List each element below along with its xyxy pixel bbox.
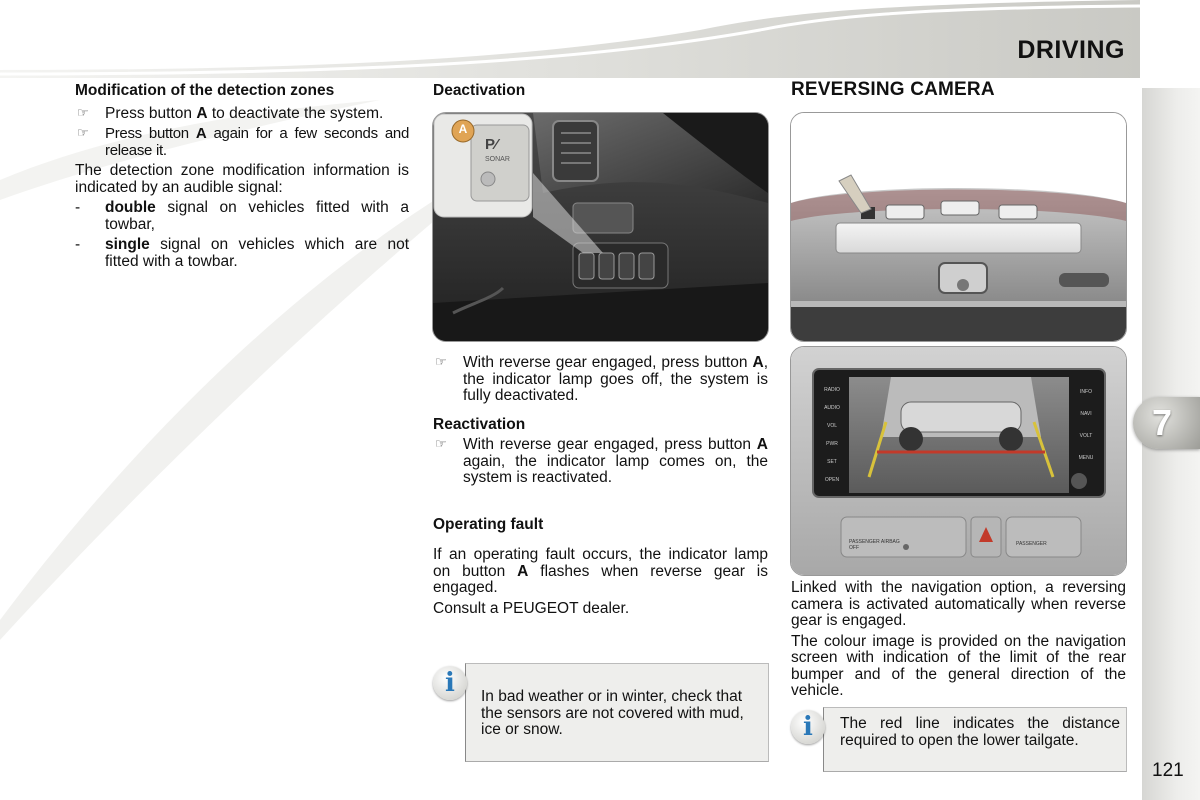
nav-button-menu[interactable]: MENU [1078, 455, 1094, 461]
nav-button-volt[interactable]: VOLT [1079, 433, 1093, 439]
zones-dash-2: - single signal on vehicles which are not fitted with a towbar. [75, 236, 409, 270]
deactivation-heading: Deactivation [433, 82, 526, 99]
pointing-hand-icon: ☞ [77, 125, 89, 140]
nav-button-navi[interactable]: NAVI [1080, 411, 1092, 417]
navigation-photo [790, 346, 1127, 576]
red-line-info-text: The red line indicates the distance required to open the lower tailgate. [840, 715, 1120, 749]
nav-button-open[interactable]: OPEN [824, 477, 840, 483]
zones-heading: Modification of the detection zones [75, 82, 335, 99]
deactivation-bullet: ☞ With reverse gear engaged, press button A, the indicator lamp goes off, the system is fully deactivated. [435, 354, 768, 404]
left-column [75, 83, 409, 274]
nav-button-audio[interactable]: AUDIO [824, 405, 840, 411]
weather-info-text: In bad weather or in winter, check that the sensors are not covered with mud, ice or snow. [481, 688, 744, 738]
nav-button-set[interactable]: SET [827, 459, 837, 465]
red-line-info-box [823, 707, 1127, 772]
section-title: DRIVING [1017, 36, 1125, 64]
button-a-label: A [458, 122, 468, 136]
zones-paragraph: The detection zone modification information is indicated by an audible signal: [75, 162, 409, 196]
zones-bullet-2: ☞ Press button A again for a few seconds and release it. [77, 125, 409, 159]
nav-left-buttons [819, 381, 845, 489]
console-passenger-label: PASSENGER [1016, 541, 1047, 547]
zones-dash-1: - double signal on vehicles fitted with a towbar, [75, 199, 409, 233]
tailgate-illustration [791, 113, 1126, 341]
consult-dealer: Consult a PEUGEOT dealer. [433, 599, 630, 617]
page-number: 121 [1152, 760, 1184, 781]
camera-paragraph-1: Linked with the navigation option, a reversing camera is activated automatically when reverse gear is engaged. [791, 579, 1126, 629]
camera-heading: REVERSING CAMERA [791, 79, 995, 100]
pointing-hand-icon: ☞ [77, 104, 89, 120]
fault-heading: Operating fault [433, 515, 544, 533]
pointing-hand-icon: ☞ [435, 436, 447, 451]
camera-heading-wrap [791, 79, 1126, 103]
zones-bullet-1: ☞ Press button A to deactivate the system. [77, 104, 384, 122]
reactivation-bullet: ☞ With reverse gear engaged, press button A again, the indicator lamp comes on, the system is reactivated. [435, 436, 768, 486]
chapter-number: 7 [1152, 402, 1173, 443]
reactivation-heading: Reactivation [433, 415, 526, 433]
info-icon: i [433, 666, 467, 700]
console-airbag-label: PASSENGER AIRBAG OFF [849, 539, 900, 551]
nav-right-buttons [1073, 381, 1099, 469]
right-column-text [791, 580, 1126, 704]
dashboard-photo [432, 112, 769, 342]
nav-button-pwr[interactable]: PWR [826, 441, 838, 447]
info-icon: i [791, 710, 825, 744]
fault-paragraph: If an operating fault occurs, the indicator lamp on button A flashes when reverse gear is engaged. [433, 546, 768, 596]
pointing-hand-icon: ☞ [435, 354, 447, 369]
dashboard-illustration [433, 113, 768, 341]
nav-button-info[interactable]: INFO [1080, 389, 1092, 395]
deactivation-heading-wrap [433, 83, 768, 104]
svg-text:P⁄: P⁄ [485, 136, 498, 153]
camera-paragraph-2: The colour image is provided on the navigation screen with indication of the limit of the rear bumper and of the general direction of the vehicle. [791, 632, 1126, 699]
tailgate-photo [790, 112, 1127, 342]
nav-button-radio[interactable]: RADIO [824, 387, 840, 393]
weather-info-box [465, 663, 769, 762]
nav-button-vol[interactable]: VOL [826, 423, 837, 429]
middle-column-text [433, 355, 768, 621]
svg-text:SONAR: SONAR [485, 156, 510, 163]
header-bar [0, 0, 1140, 78]
